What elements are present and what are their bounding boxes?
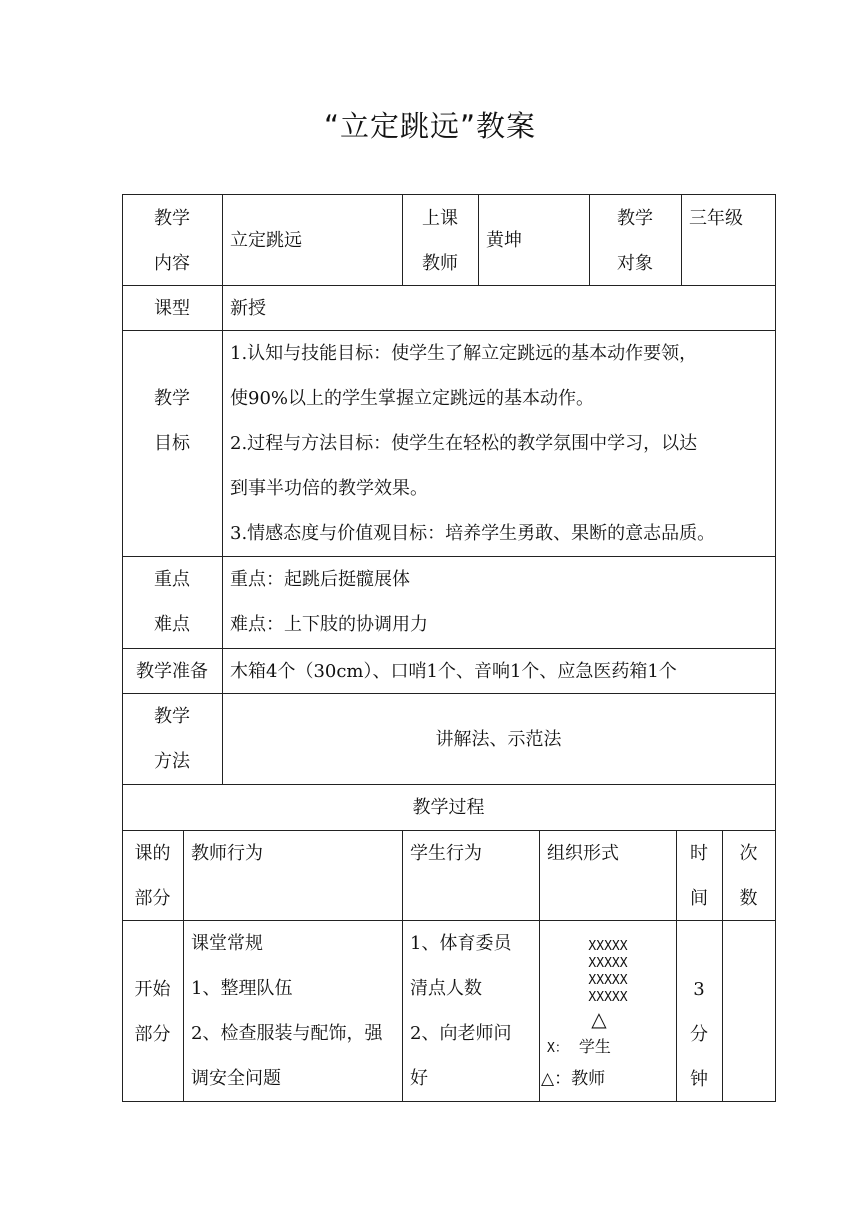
- lesson-type-label: 课型: [154, 298, 190, 319]
- header-count: 次 数: [739, 843, 758, 909]
- start-part-label: 开始 部分: [134, 979, 171, 1045]
- header-teacher: 教师行为: [191, 843, 263, 864]
- preparation-value: 木箱4个（30cm）、口哨1个、音响1个、应急医药箱1个: [230, 661, 677, 682]
- teacher-value: 黄坤: [486, 230, 522, 251]
- header-org: 组织形式: [547, 843, 619, 864]
- legend-teacher: △：教师: [541, 1069, 606, 1089]
- goals-label: 教学 目标: [154, 388, 190, 454]
- header-time: 时 间: [690, 843, 708, 909]
- start-student-text: 1、体育委员 清点人数 2、向老师问 好: [410, 933, 512, 1089]
- content-label: 教学 内容: [154, 208, 190, 274]
- key-points-text: 重点：起跳后挺髋展体 难点：上下肢的协调用力: [230, 569, 428, 635]
- document-title: “立定跳远”教案: [323, 109, 537, 143]
- process-title: 教学过程: [412, 797, 485, 818]
- header-part: 课的 部分: [134, 843, 171, 909]
- preparation-label: 教学准备: [136, 661, 208, 682]
- lesson-type-value: 新授: [230, 298, 266, 319]
- target-label: 教学 对象: [617, 208, 653, 274]
- goals-text: 1.认知与技能目标：使学生了解立定跳远的基本动作要领， 使90%以上的学生掌握立定跳远的基本动作。 2.过程与方法目标：使学生在轻松的教学氛围中学习，以达 到事半功倍的教学效果。 3.情感态度与价值观目标：培养学生勇敢、果断的意志品质。: [230, 343, 716, 544]
- start-time: 3 分 钟: [690, 979, 708, 1090]
- method-label: 教学 方法: [154, 706, 190, 772]
- formation-students: XXXXX XXXXX XXXXX XXXXX: [588, 939, 628, 1005]
- key-points-label: 重点 难点: [154, 569, 190, 635]
- header-student: 学生行为: [410, 843, 482, 864]
- content-value: 立定跳远: [230, 230, 302, 251]
- method-value: 讲解法、示范法: [435, 729, 562, 750]
- teacher-label: 上课 教师: [422, 208, 458, 274]
- legend-student: X： 学生: [547, 1037, 611, 1056]
- teacher-triangle-icon: △: [591, 1007, 607, 1031]
- start-teacher-text: 课堂常规 1、整理队伍 2、检查服装与配饰，强 调安全问题: [191, 933, 383, 1089]
- target-value: 三年级: [689, 208, 743, 229]
